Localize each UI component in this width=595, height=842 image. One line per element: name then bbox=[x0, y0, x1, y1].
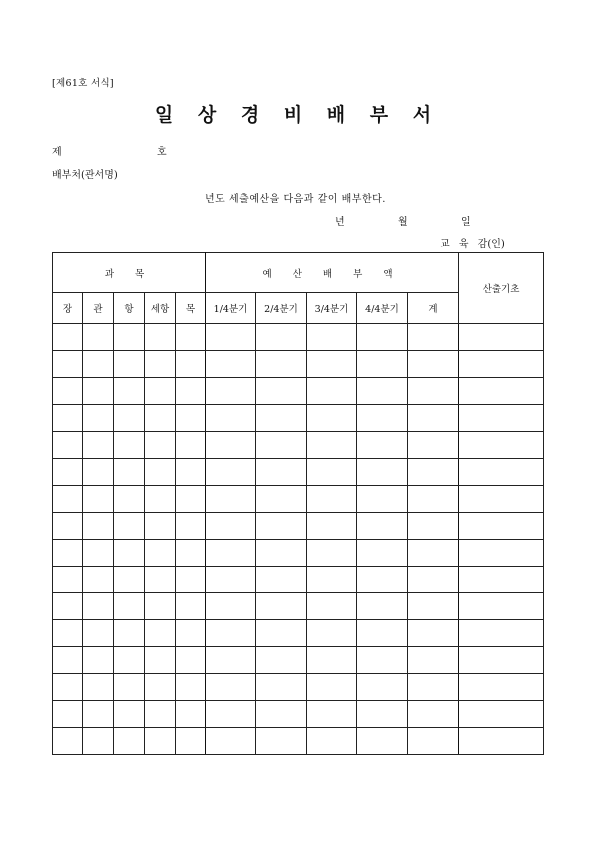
table-cell[interactable] bbox=[53, 539, 83, 566]
table-cell[interactable] bbox=[357, 378, 408, 405]
table-cell[interactable] bbox=[307, 324, 357, 351]
table-cell[interactable] bbox=[256, 485, 307, 512]
budget-distribution-table bbox=[52, 252, 544, 755]
table-cell[interactable] bbox=[256, 512, 307, 539]
table-cell[interactable] bbox=[53, 620, 83, 647]
table-cell[interactable] bbox=[408, 458, 459, 485]
table-cell[interactable] bbox=[206, 351, 256, 378]
table-cell[interactable] bbox=[256, 378, 307, 405]
table-cell[interactable] bbox=[83, 593, 114, 620]
table-row bbox=[53, 593, 544, 620]
table-cell[interactable] bbox=[206, 458, 256, 485]
table-cell[interactable] bbox=[307, 432, 357, 459]
table-row bbox=[53, 458, 544, 485]
table-cell[interactable] bbox=[357, 728, 408, 755]
table-cell[interactable] bbox=[256, 351, 307, 378]
table-cell[interactable] bbox=[408, 378, 459, 405]
table-cell[interactable] bbox=[206, 512, 256, 539]
table-cell[interactable] bbox=[114, 728, 145, 755]
table-cell[interactable] bbox=[256, 324, 307, 351]
table-cell[interactable] bbox=[256, 674, 307, 701]
table-cell[interactable] bbox=[145, 432, 176, 459]
table-cell[interactable] bbox=[459, 674, 544, 701]
table-cell[interactable] bbox=[357, 458, 408, 485]
table-cell[interactable] bbox=[176, 485, 206, 512]
account-group-label: 과 목 bbox=[104, 268, 154, 280]
table-cell[interactable] bbox=[459, 566, 544, 593]
table-cell[interactable] bbox=[256, 566, 307, 593]
table-cell[interactable] bbox=[145, 512, 176, 539]
budget-group-label: 예 산 배 부 액 bbox=[262, 268, 402, 280]
table-cell[interactable] bbox=[176, 458, 206, 485]
table-cell[interactable] bbox=[256, 405, 307, 432]
table-cell[interactable] bbox=[206, 485, 256, 512]
table-cell[interactable] bbox=[114, 485, 145, 512]
table-cell[interactable] bbox=[83, 485, 114, 512]
table-cell[interactable] bbox=[114, 458, 145, 485]
table-cell[interactable] bbox=[176, 512, 206, 539]
table-row bbox=[53, 351, 544, 378]
table-cell[interactable] bbox=[176, 378, 206, 405]
column-header-account: 장 bbox=[53, 293, 83, 324]
column-header-account: 항 bbox=[114, 293, 145, 324]
form-number-label: [제61호 서식] bbox=[52, 78, 114, 89]
table-cell[interactable] bbox=[114, 351, 145, 378]
table-cell[interactable] bbox=[145, 405, 176, 432]
table-cell[interactable] bbox=[256, 620, 307, 647]
table-cell[interactable] bbox=[256, 728, 307, 755]
table-cell[interactable] bbox=[83, 539, 114, 566]
table-cell[interactable] bbox=[53, 593, 83, 620]
table-cell[interactable] bbox=[408, 432, 459, 459]
table-cell[interactable] bbox=[114, 405, 145, 432]
table-cell[interactable] bbox=[83, 728, 114, 755]
table-cell[interactable] bbox=[145, 728, 176, 755]
table-cell[interactable] bbox=[408, 485, 459, 512]
table-cell[interactable] bbox=[83, 405, 114, 432]
date-day-label: 일 bbox=[461, 217, 471, 228]
table-cell[interactable] bbox=[83, 566, 114, 593]
table-cell[interactable] bbox=[459, 728, 544, 755]
table-row bbox=[53, 728, 544, 755]
table-row bbox=[53, 512, 544, 539]
table-cell[interactable] bbox=[408, 674, 459, 701]
table-cell[interactable] bbox=[176, 620, 206, 647]
table-cell[interactable] bbox=[256, 458, 307, 485]
issuer-signature: 교 육 감(인) bbox=[440, 239, 505, 250]
account-group-header bbox=[53, 253, 206, 293]
table-cell[interactable] bbox=[53, 566, 83, 593]
table-cell[interactable] bbox=[357, 566, 408, 593]
table-cell[interactable] bbox=[357, 674, 408, 701]
table-cell[interactable] bbox=[114, 378, 145, 405]
table-cell[interactable] bbox=[408, 539, 459, 566]
table-cell[interactable] bbox=[307, 512, 357, 539]
table-cell[interactable] bbox=[459, 512, 544, 539]
table-cell[interactable] bbox=[114, 593, 145, 620]
table-cell[interactable] bbox=[307, 539, 357, 566]
table-row bbox=[53, 701, 544, 728]
table-cell[interactable] bbox=[307, 566, 357, 593]
table-cell[interactable] bbox=[256, 647, 307, 674]
table-cell[interactable] bbox=[53, 432, 83, 459]
table-cell[interactable] bbox=[145, 620, 176, 647]
table-cell[interactable] bbox=[357, 620, 408, 647]
table-cell[interactable] bbox=[83, 432, 114, 459]
table-cell[interactable] bbox=[206, 593, 256, 620]
column-header-budget: 4/4분기 bbox=[357, 293, 408, 324]
table-cell[interactable] bbox=[176, 701, 206, 728]
table-cell[interactable] bbox=[307, 485, 357, 512]
table-cell[interactable] bbox=[176, 539, 206, 566]
table-row bbox=[53, 539, 544, 566]
document-number-prefix: 제 bbox=[52, 147, 62, 158]
table-cell[interactable] bbox=[176, 728, 206, 755]
table-cell[interactable] bbox=[145, 701, 176, 728]
table-cell[interactable] bbox=[176, 593, 206, 620]
table-cell[interactable] bbox=[53, 728, 83, 755]
table-cell[interactable] bbox=[307, 378, 357, 405]
column-header-account: 관 bbox=[83, 293, 114, 324]
document-number-suffix: 호 bbox=[157, 147, 167, 158]
table-cell[interactable] bbox=[459, 620, 544, 647]
budget-group-header bbox=[206, 253, 459, 293]
table-cell[interactable] bbox=[307, 405, 357, 432]
table-row bbox=[53, 566, 544, 593]
column-header-account: 목 bbox=[176, 293, 206, 324]
table-cell[interactable] bbox=[459, 539, 544, 566]
date-year-label: 년 bbox=[335, 217, 345, 228]
table-cell[interactable] bbox=[145, 324, 176, 351]
table-cell[interactable] bbox=[114, 701, 145, 728]
table-cell[interactable] bbox=[114, 620, 145, 647]
table-row bbox=[53, 620, 544, 647]
table-cell[interactable] bbox=[83, 378, 114, 405]
table-cell[interactable] bbox=[83, 351, 114, 378]
table-cell[interactable] bbox=[53, 405, 83, 432]
table-cell[interactable] bbox=[114, 432, 145, 459]
table-cell[interactable] bbox=[256, 701, 307, 728]
table-cell[interactable] bbox=[83, 701, 114, 728]
table-cell[interactable] bbox=[459, 485, 544, 512]
table-cell[interactable] bbox=[408, 324, 459, 351]
table-cell[interactable] bbox=[114, 512, 145, 539]
table-cell[interactable] bbox=[256, 432, 307, 459]
table-row bbox=[53, 405, 544, 432]
table-cell[interactable] bbox=[357, 701, 408, 728]
table-cell[interactable] bbox=[145, 674, 176, 701]
table-cell[interactable] bbox=[145, 647, 176, 674]
document-title: 일 상 경 비 배 부 서 bbox=[154, 104, 441, 126]
table-cell[interactable] bbox=[114, 647, 145, 674]
table-cell[interactable] bbox=[206, 701, 256, 728]
table-cell[interactable] bbox=[459, 432, 544, 459]
table-cell[interactable] bbox=[357, 351, 408, 378]
table-cell[interactable] bbox=[408, 620, 459, 647]
table-cell[interactable] bbox=[408, 512, 459, 539]
table-cell[interactable] bbox=[176, 647, 206, 674]
table-cell[interactable] bbox=[53, 485, 83, 512]
table-row bbox=[53, 432, 544, 459]
table-cell[interactable] bbox=[459, 593, 544, 620]
table-cell[interactable] bbox=[206, 620, 256, 647]
table-cell[interactable] bbox=[83, 512, 114, 539]
table-cell[interactable] bbox=[459, 458, 544, 485]
table-cell[interactable] bbox=[307, 620, 357, 647]
table-cell[interactable] bbox=[357, 432, 408, 459]
table-cell[interactable] bbox=[206, 378, 256, 405]
table-cell[interactable] bbox=[307, 701, 357, 728]
table-cell[interactable] bbox=[206, 539, 256, 566]
table-cell[interactable] bbox=[176, 405, 206, 432]
table-cell[interactable] bbox=[357, 593, 408, 620]
table-cell[interactable] bbox=[176, 674, 206, 701]
table-cell[interactable] bbox=[357, 539, 408, 566]
table-cell[interactable] bbox=[53, 674, 83, 701]
table-cell[interactable] bbox=[206, 647, 256, 674]
table-cell[interactable] bbox=[145, 458, 176, 485]
table-cell[interactable] bbox=[357, 405, 408, 432]
table-cell[interactable] bbox=[307, 728, 357, 755]
table-cell[interactable] bbox=[357, 647, 408, 674]
table-row bbox=[53, 674, 544, 701]
column-header-budget: 1/4분기 bbox=[206, 293, 256, 324]
table-cell[interactable] bbox=[206, 324, 256, 351]
table-cell[interactable] bbox=[408, 405, 459, 432]
table-cell[interactable] bbox=[256, 593, 307, 620]
table-cell[interactable] bbox=[53, 512, 83, 539]
table-cell[interactable] bbox=[459, 378, 544, 405]
table-cell[interactable] bbox=[459, 701, 544, 728]
table-cell[interactable] bbox=[83, 620, 114, 647]
table-row bbox=[53, 647, 544, 674]
table-cell[interactable] bbox=[357, 324, 408, 351]
table-cell[interactable] bbox=[53, 647, 83, 674]
table-cell[interactable] bbox=[145, 593, 176, 620]
calc-basis-header: 산출기초 bbox=[459, 253, 544, 324]
table-cell[interactable] bbox=[176, 432, 206, 459]
table-cell[interactable] bbox=[83, 647, 114, 674]
table-cell[interactable] bbox=[459, 647, 544, 674]
table-row bbox=[53, 485, 544, 512]
table-cell[interactable] bbox=[307, 647, 357, 674]
table-cell[interactable] bbox=[53, 458, 83, 485]
table-cell[interactable] bbox=[408, 593, 459, 620]
column-header-budget: 2/4분기 bbox=[256, 293, 307, 324]
table-cell[interactable] bbox=[206, 728, 256, 755]
table-cell[interactable] bbox=[206, 566, 256, 593]
table-cell[interactable] bbox=[114, 674, 145, 701]
column-header-account: 세항 bbox=[145, 293, 176, 324]
table-cell[interactable] bbox=[459, 324, 544, 351]
table-cell[interactable] bbox=[408, 728, 459, 755]
table-cell[interactable] bbox=[114, 539, 145, 566]
column-header-budget: 3/4분기 bbox=[307, 293, 357, 324]
table-cell[interactable] bbox=[114, 324, 145, 351]
table-cell[interactable] bbox=[83, 324, 114, 351]
table-cell[interactable] bbox=[357, 485, 408, 512]
recipient-label: 배부처(관서명) bbox=[52, 170, 118, 181]
table-cell[interactable] bbox=[83, 674, 114, 701]
table-cell[interactable] bbox=[408, 701, 459, 728]
table-cell[interactable] bbox=[408, 351, 459, 378]
distribution-statement: 년도 세출예산을 다음과 같이 배부한다. bbox=[205, 194, 386, 205]
table-cell[interactable] bbox=[53, 378, 83, 405]
table-cell[interactable] bbox=[145, 566, 176, 593]
table-cell[interactable] bbox=[83, 458, 114, 485]
table-cell[interactable] bbox=[408, 647, 459, 674]
table-cell[interactable] bbox=[206, 405, 256, 432]
table-row bbox=[53, 378, 544, 405]
table-cell[interactable] bbox=[53, 701, 83, 728]
date-month-label: 월 bbox=[398, 217, 408, 228]
table-cell[interactable] bbox=[307, 674, 357, 701]
table-cell[interactable] bbox=[176, 566, 206, 593]
table-cell[interactable] bbox=[145, 485, 176, 512]
column-header-budget: 계 bbox=[408, 293, 459, 324]
table-cell[interactable] bbox=[357, 512, 408, 539]
table-cell[interactable] bbox=[307, 593, 357, 620]
table-row bbox=[53, 324, 544, 351]
table-cell[interactable] bbox=[206, 674, 256, 701]
table-cell[interactable] bbox=[53, 324, 83, 351]
table-cell[interactable] bbox=[176, 351, 206, 378]
table-cell[interactable] bbox=[145, 539, 176, 566]
table-cell[interactable] bbox=[114, 566, 145, 593]
table-cell[interactable] bbox=[206, 432, 256, 459]
table-cell[interactable] bbox=[408, 566, 459, 593]
table-cell[interactable] bbox=[53, 351, 83, 378]
table-cell[interactable] bbox=[459, 351, 544, 378]
table-cell[interactable] bbox=[307, 351, 357, 378]
table-cell[interactable] bbox=[459, 405, 544, 432]
table-cell[interactable] bbox=[145, 351, 176, 378]
table-cell[interactable] bbox=[256, 539, 307, 566]
table-cell[interactable] bbox=[307, 458, 357, 485]
table-cell[interactable] bbox=[176, 324, 206, 351]
table-cell[interactable] bbox=[145, 378, 176, 405]
